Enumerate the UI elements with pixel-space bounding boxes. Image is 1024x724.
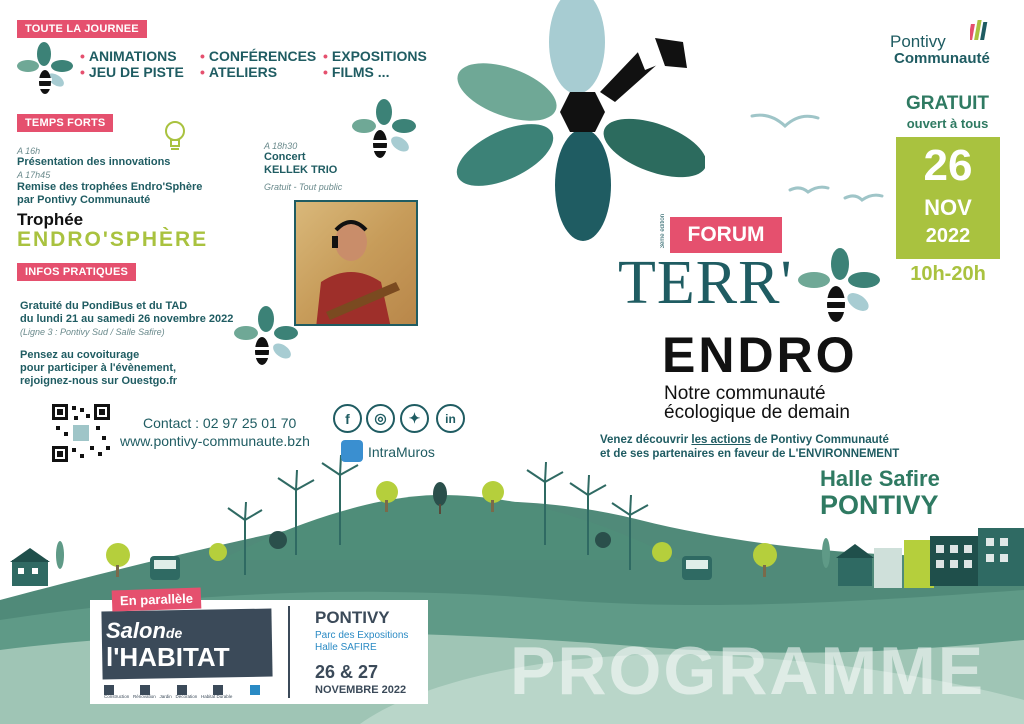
small-flower-bee-icon xyxy=(16,40,76,100)
qr-code[interactable] xyxy=(50,402,112,464)
date-year: 2022 xyxy=(925,225,971,247)
instagram-icon[interactable]: ◎ xyxy=(366,404,395,433)
logo-line2: Communauté xyxy=(894,50,990,67)
activity-films: • FILMS ... xyxy=(323,64,390,80)
concert-photo xyxy=(294,200,418,326)
activity-exhibitions: • EXPOSITIONS xyxy=(323,48,427,64)
small-flower-bee-icon xyxy=(232,305,302,371)
free-label: GRATUIT xyxy=(905,93,990,114)
tag-all-day: TOUTE LA JOURNEE xyxy=(17,20,147,38)
activity-treasure-hunt: • JEU DE PISTE xyxy=(80,64,184,80)
concert-title: Concert xyxy=(264,151,306,163)
event-title-endro: ENDRO xyxy=(662,327,858,383)
logo-line1: Pontivy xyxy=(890,32,946,51)
big-flower-logo xyxy=(455,0,705,250)
event-subtitle-2: écologique de demain xyxy=(664,402,850,423)
activity-workshops: • ATELIERS xyxy=(200,64,278,80)
intramuros-icon[interactable] xyxy=(341,440,363,462)
website-link[interactable]: www.pontivy-communaute.bzh xyxy=(120,433,310,449)
facebook-icon[interactable]: f xyxy=(333,404,362,433)
programme-watermark: PROGRAMME xyxy=(510,633,986,709)
open-label: ouvert à tous xyxy=(906,116,989,131)
trophy-title: Trophée xyxy=(17,210,84,229)
salon-ad[interactable] xyxy=(90,600,428,704)
info-carpool-line1: Pensez au covoiturage xyxy=(20,349,140,361)
salon-category-icons xyxy=(104,682,276,694)
highlight2-time: A 17h45 xyxy=(17,170,51,180)
info-carpool-line2: pour participer à l'évènement, xyxy=(20,362,177,374)
concert-band: KELLEK TRIO xyxy=(264,164,338,176)
title-flower-bee-icon xyxy=(796,246,882,332)
salon-categories: Construction Rénovation Jardin Décoration Habitat Durable xyxy=(104,694,233,699)
event-title-terr: TERR' xyxy=(618,249,793,317)
small-flower-bee-icon xyxy=(350,98,420,164)
highlight2-text-2: par Pontivy Communauté xyxy=(17,194,151,206)
venue-city: PONTIVY xyxy=(820,490,939,520)
activity-animations: • ANIMATIONS xyxy=(80,48,177,64)
trophy-brand: ENDRO'SPHÈRE xyxy=(17,228,209,251)
tag-highlights: TEMPS FORTS xyxy=(17,114,113,132)
info-bus-line1: Gratuité du PondiBus et du TAD xyxy=(20,300,188,312)
contact-phone[interactable]: Contact : 02 97 25 01 70 xyxy=(143,415,297,431)
highlight2-text: Remise des trophées Endro'Sphère xyxy=(17,181,203,193)
salon-dates: 26 & 27 xyxy=(315,662,379,682)
intramuros-label[interactable]: IntraMuros xyxy=(368,444,435,460)
date-day: 26 xyxy=(923,141,973,190)
info-carpool-line3: rejoignez-nous sur Ouestgo.fr xyxy=(20,375,178,387)
salon-place2: Halle SAFIRE xyxy=(315,642,377,653)
date-month: NOV xyxy=(924,195,972,220)
hours: 10h-20h xyxy=(910,263,986,285)
salon-divider xyxy=(288,606,290,698)
concert-note: Gratuit - Tout public xyxy=(264,182,343,192)
salon-month: NOVEMBRE 2022 xyxy=(315,684,407,696)
info-bus-line2: du lundi 21 au samedi 26 novembre 2022 xyxy=(20,313,234,325)
salon-place1: Parc des Expositions xyxy=(315,630,409,641)
invite-line2: et de ses partenaires en faveur de L'ENVIRONNEMENT xyxy=(600,448,900,460)
event-subtitle-1: Notre communauté xyxy=(664,383,826,404)
invite-line1: Venez découvrir les actions de Pontivy Communauté xyxy=(600,434,889,446)
salon-name-1: Salonde xyxy=(106,618,183,643)
salon-tag: En parallèle xyxy=(112,587,202,611)
salon-name-2: l'HABITAT xyxy=(106,642,230,672)
lightbulb-icon xyxy=(160,118,190,154)
activity-conferences: • CONFÉRENCES xyxy=(200,48,317,64)
concert-time: A 18h30 xyxy=(264,141,298,151)
forum-badge: FORUM xyxy=(670,217,782,253)
salon-city: PONTIVY xyxy=(315,608,390,627)
twitter-icon[interactable]: ✦ xyxy=(400,404,429,433)
info-bus-note: (Ligne 3 : Pontivy Sud / Salle Safire) xyxy=(20,327,165,337)
edition-label: 3ème édition xyxy=(660,214,666,249)
highlight1-time: A 16h xyxy=(17,146,41,156)
venue-name: Halle Safire xyxy=(820,466,940,491)
linkedin-icon[interactable]: in xyxy=(436,404,465,433)
pontivy-communaute-logo xyxy=(890,18,1000,70)
highlight1-text: Présentation des innovations xyxy=(17,156,171,168)
tag-practical-info: INFOS PRATIQUES xyxy=(17,263,136,281)
date-box xyxy=(896,137,1000,259)
